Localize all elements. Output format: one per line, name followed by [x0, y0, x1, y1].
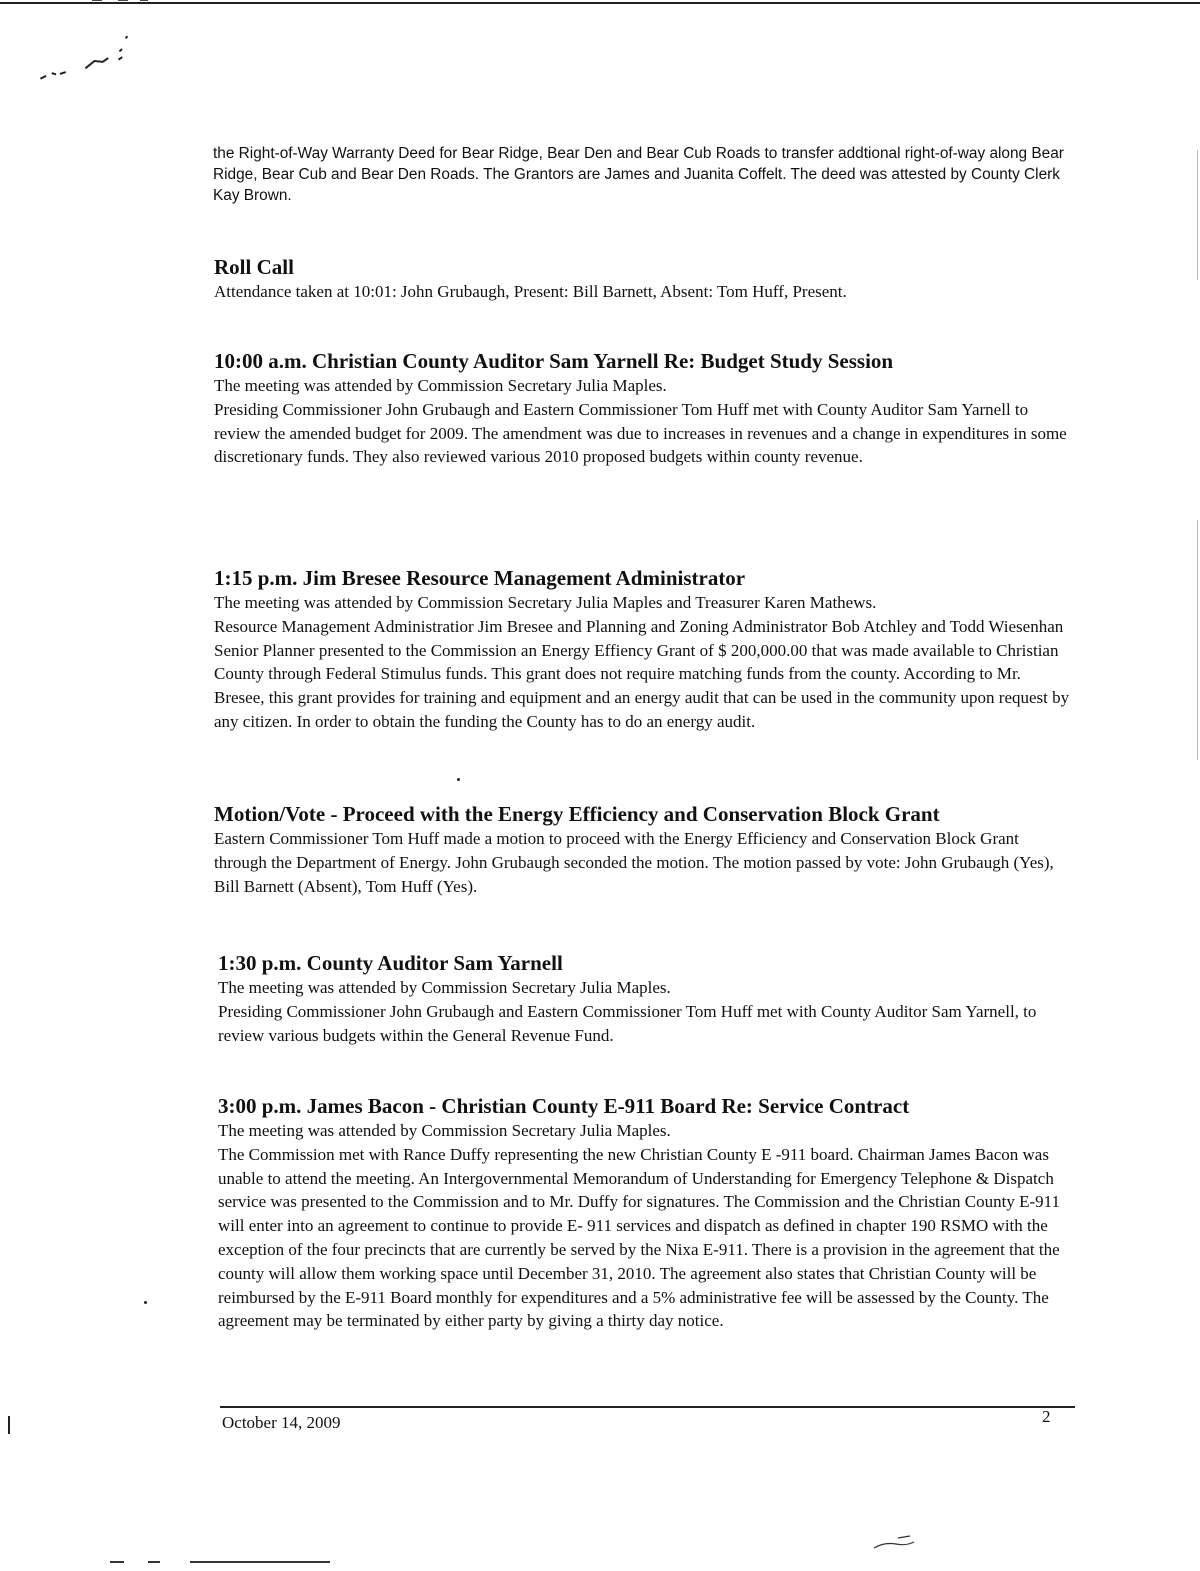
scan-noise-marks: [30, 31, 144, 86]
section-paragraph: The meeting was attended by Commission Secretary Julia Maples.: [214, 376, 667, 395]
bottom-dash-mark: [110, 1561, 124, 1563]
section-heading: Roll Call: [214, 255, 294, 279]
section-roll-call: [214, 254, 1074, 304]
right-edge-line: [1197, 520, 1198, 760]
footer-rule: [220, 1406, 1075, 1408]
top-dash-mark: [92, 0, 102, 1]
section-budget-study: [214, 348, 1074, 469]
section-e911-service-contract: [218, 1093, 1078, 1333]
section-resource-management: [214, 565, 1074, 734]
stray-dot-mark: [457, 778, 460, 781]
section-paragraph: The meeting was attended by Commission Secretary Julia Maples and Treasurer Karen Mathews.: [214, 593, 877, 612]
section-heading: 10:00 a.m. Christian County Auditor Sam Yarnell Re: Budget Study Session: [214, 349, 894, 373]
section-paragraph: Resource Management Administratior Jim Bresee and Planning and Zoning Administrator Bob Atchley and Todd Wiesenhan Senior Planner presented to the Commission an Energy Effiency Grant of $ 200,000.00 that was made available to Christian County through Federal Stimulus funds. This grant does not require matching funds from the county. According to Mr. Bresee, this grant provides for training and equipment and an energy audit that can be used in the community upon request by any citizen. In order to obtain the funding the County has to do an energy audit.: [214, 616, 1070, 731]
top-dash-mark: [118, 0, 128, 1]
stray-dot-mark: [144, 1301, 147, 1304]
bottom-dash-mark: [190, 1561, 330, 1563]
section-paragraph: The Commission met with Rance Duffy representing the new Christian County E -911 board. Chairman James Bacon was unable to attend the meeting. An Intergovernmental Memorandum of Understanding for Emergency Telephone & Dispatch service was presented to the Commission and to Mr. Duffy for signatures. The Commission and the Christian County E-911 will enter into an agreement to continue to provide E- 911 services and dispatch as defined in chapter 190 RSMO with the exception of the four precincts that are currently be served by the Nixa E-911. There is a provision in the agreement that the county will allow them working space until December 31, 2010. The agreement also states that Christian County will be reimbursed by the E-911 Board monthly for expenditures and a 5% administrative fee will be assessed by the County. The agreement may be terminated by either party by giving a thirty day notice.: [218, 1144, 1061, 1331]
section-paragraph: Attendance taken at 10:01: John Grubaugh, Present: Bill Barnett, Absent: Tom Huff, Present.: [214, 282, 847, 301]
section-heading: 3:00 p.m. James Bacon - Christian County E-911 Board Re: Service Contract: [218, 1094, 910, 1118]
section-paragraph: Presiding Commissioner John Grubaugh and Eastern Commissioner Tom Huff met with County Auditor Sam Yarnell, to review various budgets within the General Revenue Fund.: [218, 1001, 1037, 1045]
footer-date: October 14, 2009: [222, 1413, 341, 1432]
section-paragraph: Presiding Commissioner John Grubaugh and Eastern Commissioner Tom Huff met with County Auditor Sam Yarnell to review the amended budget for 2009. The amendment was due to increases in revenues and a change in expenditures in some discretionary funds. They also reviewed various 2010 proposed budgets within county revenue.: [214, 399, 1067, 467]
page-number: 2: [1042, 1407, 1051, 1426]
section-heading: Motion/Vote - Proceed with the Energy Efficiency and Conservation Block Grant: [214, 802, 940, 826]
right-edge-line: [1197, 150, 1198, 280]
intro-paragraph: the Right-of-Way Warranty Deed for Bear Ridge, Bear Den and Bear Cub Roads to transfer addtional right-of-way along Bear Ridge, Bear Cub and Bear Den Roads. The Grantors are James and Juanita Coffelt. The deed was attested by County Clerk Kay Brown.: [213, 145, 1064, 204]
section-paragraph: The meeting was attended by Commission Secretary Julia Maples.: [218, 978, 671, 997]
section-heading: 1:30 p.m. County Auditor Sam Yarnell: [218, 951, 563, 975]
bottom-dash-mark: [148, 1561, 160, 1563]
top-dash-mark: [140, 0, 148, 1]
pen-scribble-mark: [872, 1534, 916, 1550]
section-paragraph: The meeting was attended by Commission Secretary Julia Maples.: [218, 1121, 671, 1140]
left-margin-mark: [8, 1416, 10, 1434]
top-border-line: [0, 2, 1200, 4]
section-paragraph: Eastern Commissioner Tom Huff made a motion to proceed with the Energy Efficiency and Conservation Block Grant through the Department of Energy. John Grubaugh seconded the motion. The motion passed by vote: John Grubaugh (Yes), Bill Barnett (Absent), Tom Huff (Yes).: [214, 829, 1054, 896]
section-heading: 1:15 p.m. Jim Bresee Resource Management Administrator: [214, 566, 746, 590]
section-motion-vote: [214, 801, 1074, 898]
section-county-auditor: [218, 950, 1078, 1047]
